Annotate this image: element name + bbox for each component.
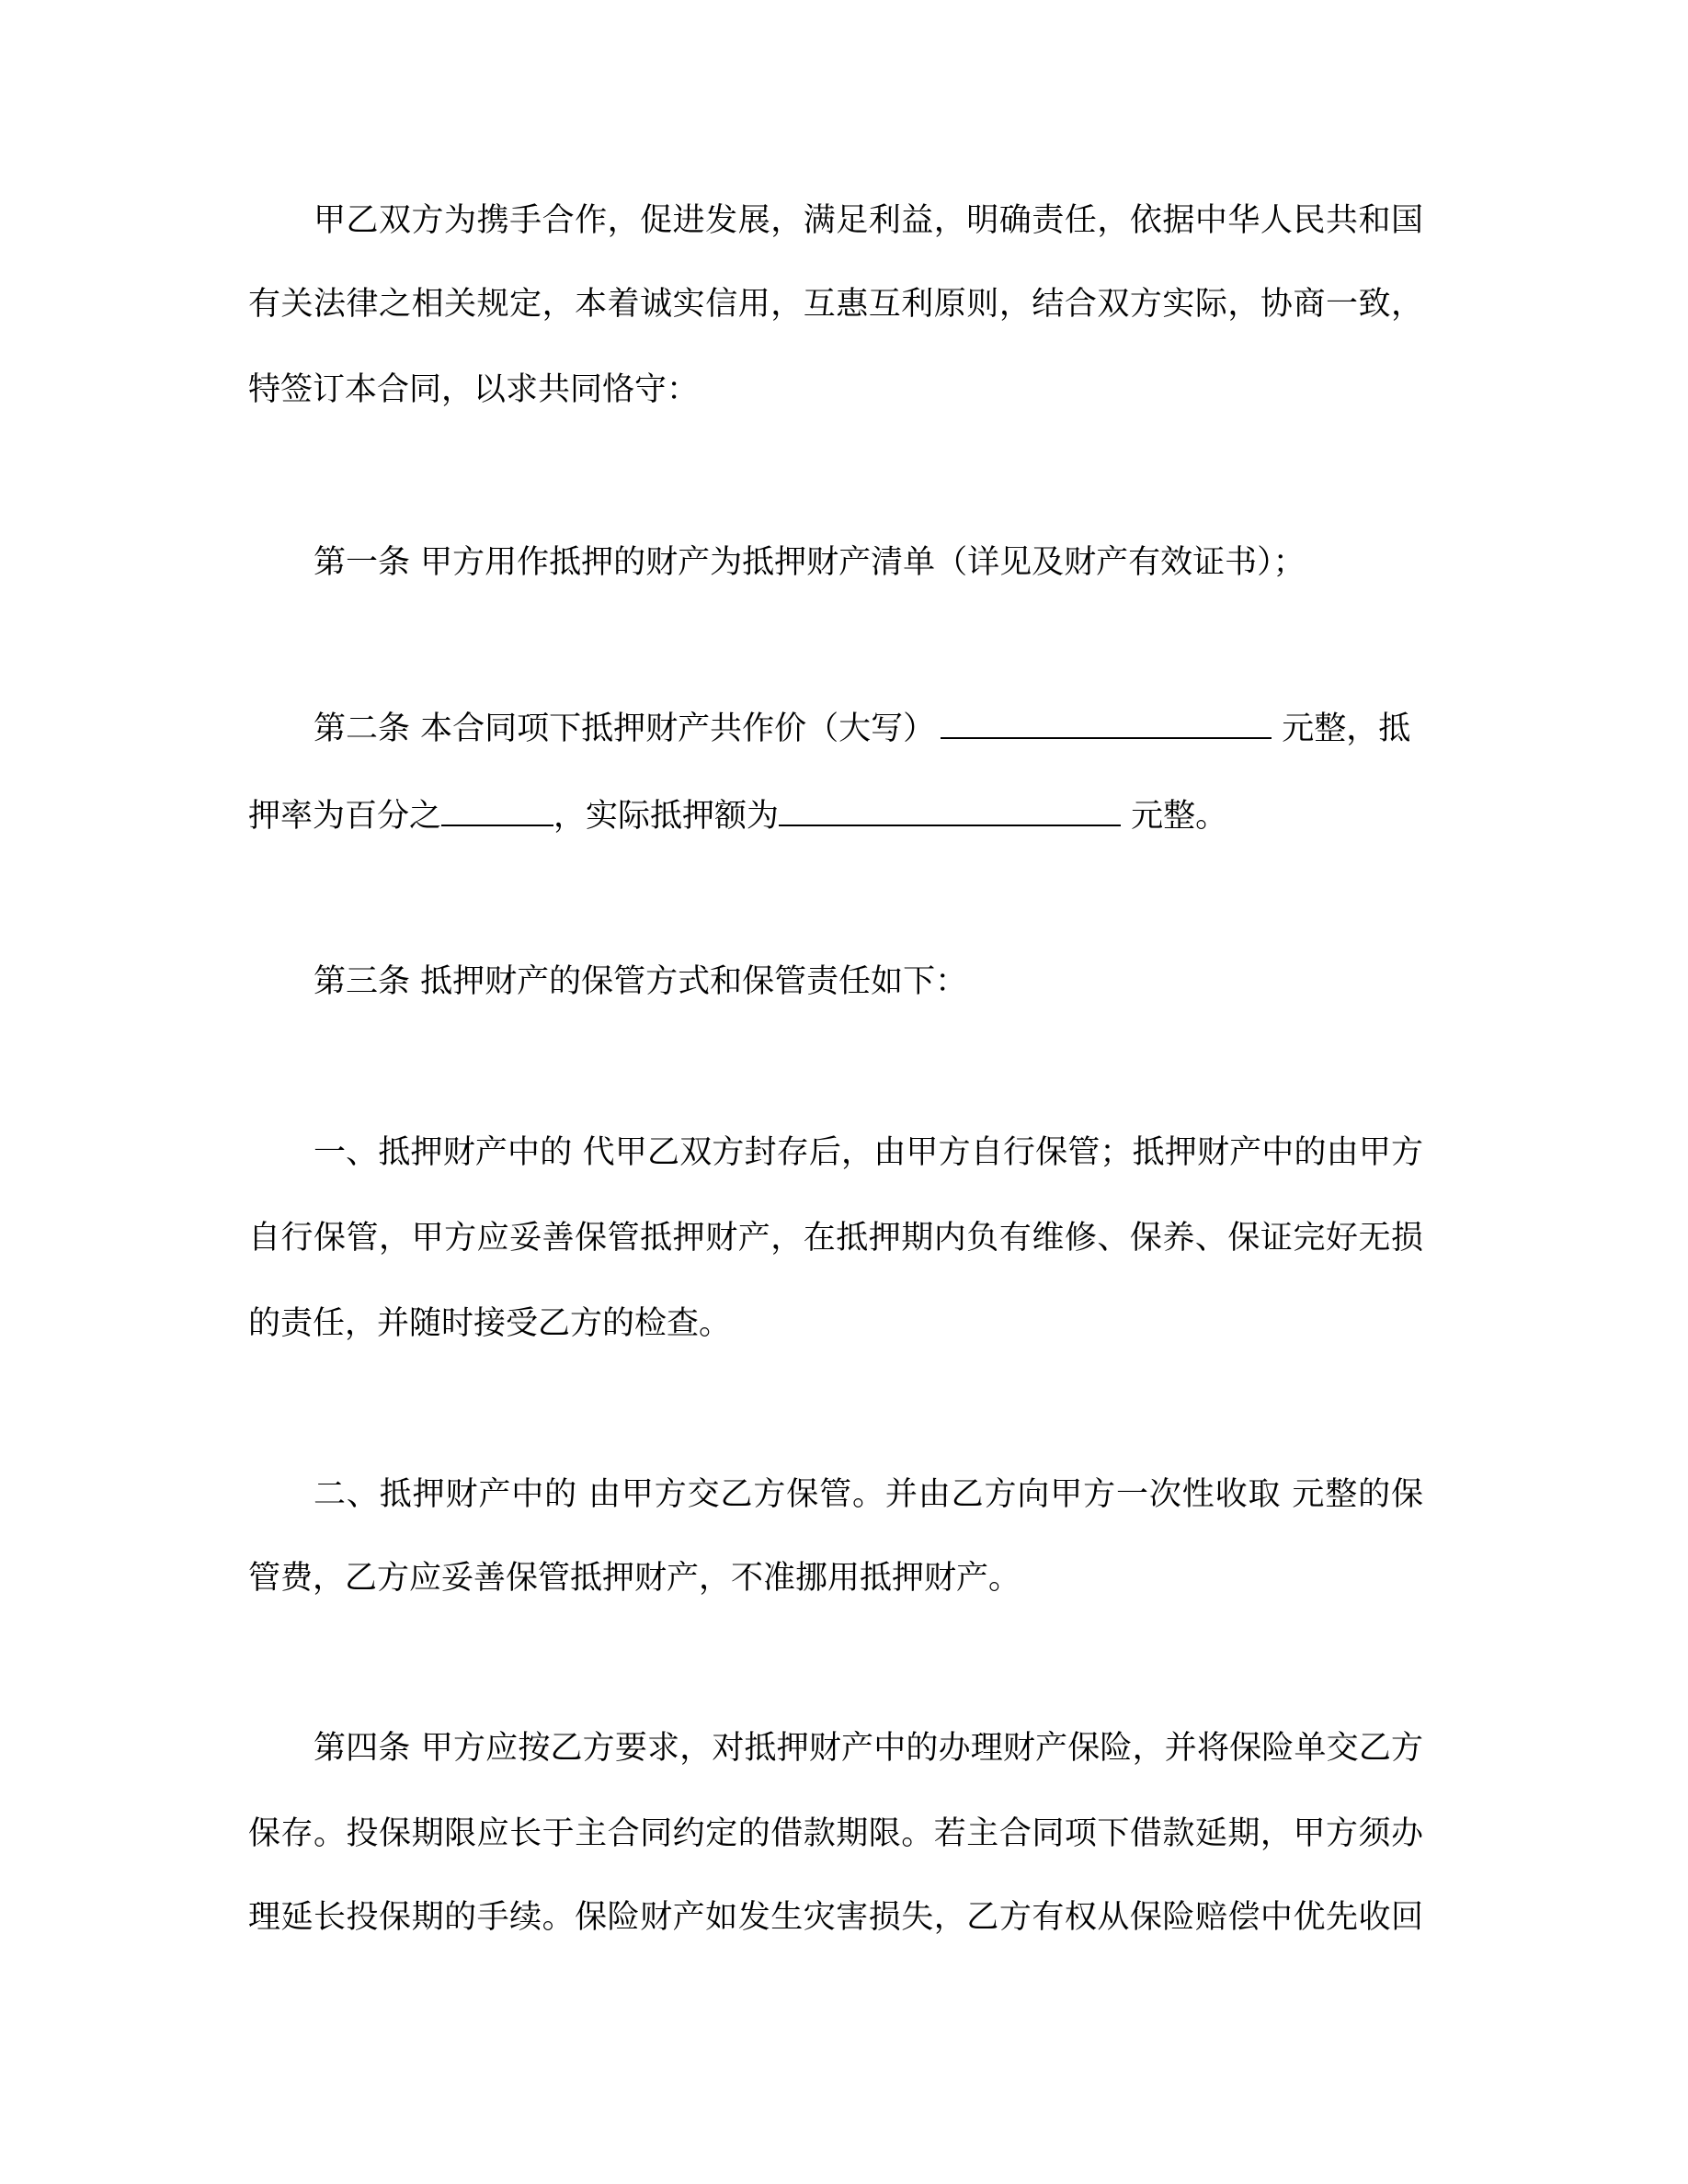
article-3: 第三条 抵押财产的保管方式和保管责任如下：	[314, 963, 968, 1000]
article-4-line: 第四条 甲方应按乙方要求，对抵押财产中的办理财产保险，并将保险单交乙方	[314, 1730, 1423, 1767]
article-2-text: 元整，抵	[1272, 711, 1411, 747]
preamble-line: 有关法律之相关规定，本着诚实信用，互惠互利原则，结合双方实际，协商一致，	[248, 286, 1423, 323]
article-2-text: 元整。	[1121, 798, 1228, 835]
article-2-line-1	[248, 706, 1423, 749]
article-2-line-2	[248, 793, 1423, 836]
preamble-line: 甲乙双方为携手合作，促进发展，满足利益，明确责任，依据中华人民共和国	[314, 202, 1423, 239]
article-2-text: 第二条 本合同项下抵押财产共作价（大写）	[314, 711, 936, 747]
item-2-line: 二、抵押财产中的 由甲方交乙方保管。并由乙方向甲方一次性收取 元整的保	[314, 1476, 1423, 1513]
item-2-line: 管费，乙方应妥善保管抵押财产，不准挪用抵押财产。	[248, 1560, 1021, 1597]
article-2-text: 押率为百分之	[248, 798, 442, 835]
article-4-line: 保存。投保期限应长于主合同约定的借款期限。若主合同项下借款延期，甲方须办	[248, 1815, 1423, 1852]
article-1: 第一条 甲方用作抵押的财产为抵押财产清单（详见及财产有效证书）；	[314, 544, 1306, 581]
total-value-blank	[941, 706, 1272, 739]
item-1-line: 的责任，并随时接受乙方的检查。	[248, 1305, 732, 1342]
item-1-line: 自行保管，甲方应妥善保管抵押财产，在抵押期内负有维修、保养、保证完好无损	[248, 1220, 1423, 1257]
amount-blank	[779, 793, 1121, 826]
rate-blank	[441, 793, 553, 826]
article-2-text: ，实际抵押额为	[553, 798, 780, 835]
preamble-line: 特签订本合同，以求共同恪守：	[248, 371, 700, 408]
item-1-line: 一、抵押财产中的 代甲乙双方封存后，由甲方自行保管；抵押财产中的由甲方	[314, 1134, 1423, 1171]
article-4-line: 理延长投保期的手续。保险财产如发生灾害损失，乙方有权从保险赔偿中优先收回	[248, 1899, 1423, 1936]
